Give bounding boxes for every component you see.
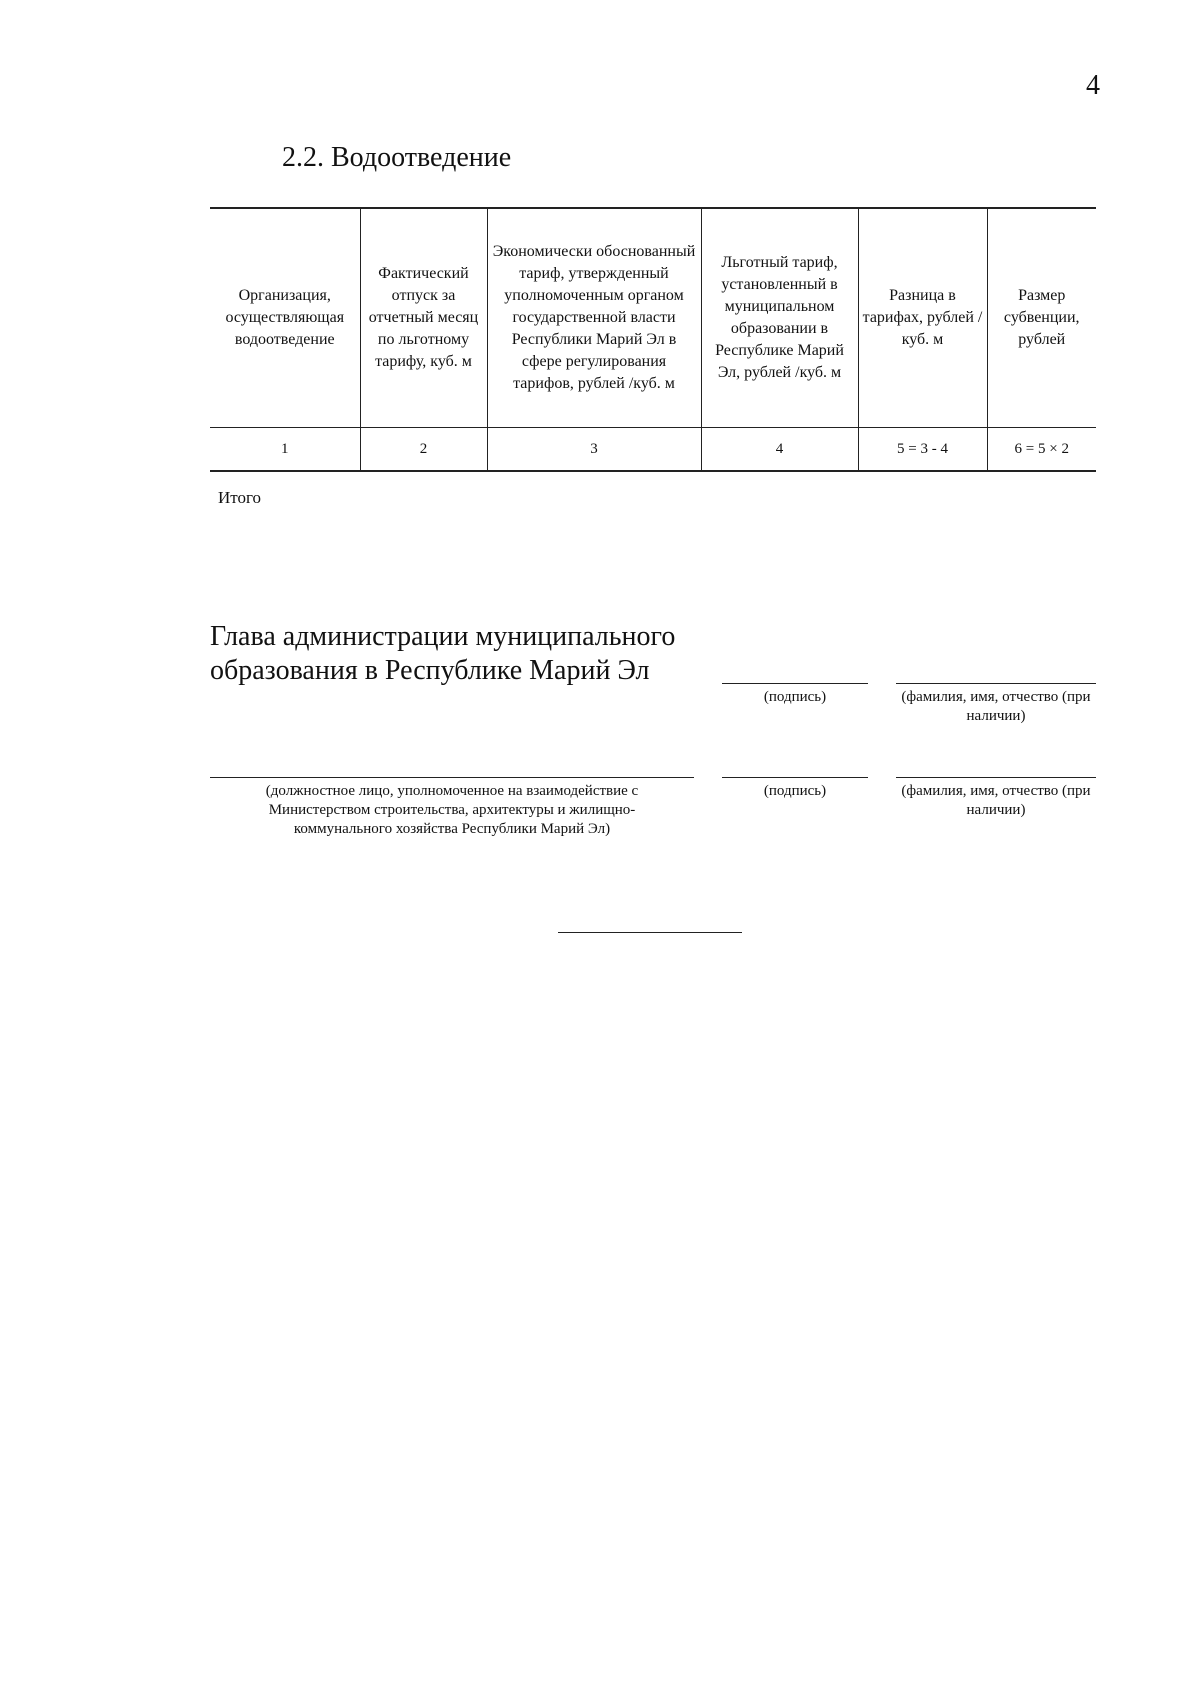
column-number-2: 2 bbox=[360, 428, 487, 472]
name-caption-head: (фамилия, имя, отчество (при наличии) bbox=[901, 689, 1091, 724]
column-number-6: 6 = 5 × 2 bbox=[987, 428, 1096, 472]
official-caption: (должностное лицо, уполномоченное на взаимодействие с Министерством строительства, архитектуры и жилищно-коммунального хозяйства Республики Марий Эл) bbox=[265, 783, 639, 837]
table-header-row bbox=[210, 208, 1096, 428]
total-label: Итого bbox=[218, 488, 262, 507]
header-subsidy-amount: Размер субвенции, рублей bbox=[987, 208, 1096, 428]
name-line-head bbox=[896, 683, 1096, 684]
official-line bbox=[210, 777, 694, 778]
table-number-row bbox=[210, 428, 1096, 472]
column-number-4: 4 bbox=[701, 428, 858, 472]
name-line-official bbox=[896, 777, 1096, 778]
name-caption-official: (фамилия, имя, отчество (при наличии) bbox=[901, 783, 1091, 818]
closing-separator bbox=[558, 932, 742, 933]
signature-line-head bbox=[722, 683, 868, 684]
header-economic-tariff: Экономически обоснованный тариф, утвержденный уполномоченным органом государственной власти Республики Марий Эл в сфере регулирования тарифов, рублей /куб. м bbox=[487, 208, 701, 428]
head-title: Глава администрации муниципального образования в Республике Марий Эл bbox=[210, 621, 676, 686]
signature-caption-official: (подпись) bbox=[763, 783, 827, 799]
header-actual-volume: Фактический отпуск за отчетный месяц по льготному тарифу, куб. м bbox=[360, 208, 487, 428]
header-tariff-difference: Разница в тарифах, рублей /куб. м bbox=[858, 208, 987, 428]
signature-caption-head: (подпись) bbox=[763, 689, 827, 705]
column-number-1: 1 bbox=[210, 428, 360, 472]
header-organization: Организация, осуществляющая водоотведение bbox=[210, 208, 360, 428]
page-number: 4 bbox=[1086, 70, 1100, 101]
column-number-3: 3 bbox=[487, 428, 701, 472]
section-title: 2.2. Водоотведение bbox=[282, 142, 512, 173]
column-number-5: 5 = 3 - 4 bbox=[858, 428, 987, 472]
header-preferential-tariff: Льготный тариф, установленный в муниципальном образовании в Республике Марий Эл, рублей /куб. м bbox=[701, 208, 858, 428]
signature-line-official bbox=[722, 777, 868, 778]
subsidy-table bbox=[210, 207, 1096, 472]
